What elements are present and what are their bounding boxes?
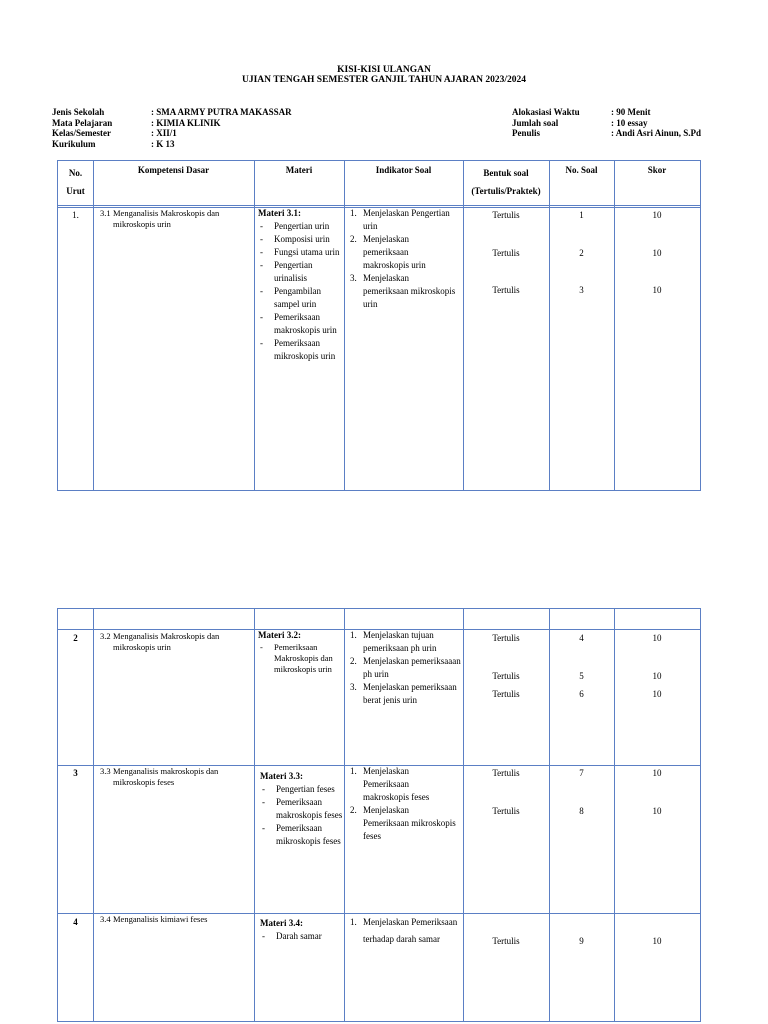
bentuk-cell: Tertulis xyxy=(492,633,520,643)
row-kd xyxy=(96,766,252,787)
row-kd xyxy=(96,914,252,925)
meta-label: Jenis Sekolah xyxy=(52,107,105,117)
col-header-kd: Kompetensi Dasar xyxy=(137,165,210,175)
col-header-materi: Materi xyxy=(285,165,313,175)
bentuk-cell: Tertulis xyxy=(492,768,520,778)
bentuk-cell: Tertulis xyxy=(492,936,520,946)
row-materi xyxy=(260,917,344,943)
materi-item: - Pemeriksaan Makroskopis dan mikroskopis urin xyxy=(258,642,344,675)
kd-number: 3.3 xyxy=(100,766,111,776)
nosoal-cell: 4 xyxy=(579,633,584,643)
bentuk-cell: Tertulis xyxy=(492,248,520,258)
col-header-skor: Skor xyxy=(647,165,667,175)
indikator-item: 2. Menjelaskan Pemeriksaan mikroskopis feses xyxy=(350,805,456,841)
skor-cell: 10 xyxy=(652,285,662,295)
kd-number: 3.1 xyxy=(100,208,111,218)
materi-item: - Pemeriksaan makroskopis feses xyxy=(260,796,344,822)
meta-label: Kelas/Semester xyxy=(52,128,111,138)
bentuk-cell: Tertulis xyxy=(492,689,520,699)
nosoal-cell: 9 xyxy=(579,936,584,946)
row-indikator xyxy=(346,765,456,843)
skor-cell: 10 xyxy=(652,671,662,681)
meta-value: : Andi Asri Ainun, S.Pd xyxy=(611,128,702,138)
materi-title: Materi 3.2: xyxy=(258,630,301,640)
nosoal-cell: 6 xyxy=(579,689,584,699)
materi-title: Materi 3.4: xyxy=(260,918,303,928)
meta-left xyxy=(52,107,292,149)
kisi-table-page2 xyxy=(57,608,701,1022)
nosoal-cell: 2 xyxy=(579,248,584,258)
indikator-item: 3. Menjelaskan pemeriksaan berat jenis urin xyxy=(350,682,457,705)
row-materi xyxy=(258,207,344,363)
indikator-item: 1. Menjelaskan Pemeriksaan terhadap darah samar xyxy=(350,917,458,944)
indikator-item: 3. Menjelaskan pemeriksaan mikroskopis urin xyxy=(350,273,456,309)
kd-text: Menganalisis Makroskopis dan mikroskopis urin xyxy=(113,208,220,229)
document-title: KISI-KISI ULANGAN xyxy=(337,65,431,75)
materi-title: Materi 3.3: xyxy=(260,771,303,781)
materi-item: - Pengertian urin xyxy=(258,220,344,233)
materi-item: - Darah samar xyxy=(260,930,344,943)
nosoal-cell: 3 xyxy=(579,285,584,295)
materi-item: - Pengambilan sampel urin xyxy=(258,285,344,311)
row-indikator xyxy=(346,914,462,948)
skor-cell: 10 xyxy=(652,768,662,778)
meta-value: : XII/1 xyxy=(151,128,177,138)
indikator-item: 1. Menjelaskan tujuan pemeriksaan ph urin xyxy=(350,630,437,653)
kd-number: 3.2 xyxy=(100,631,111,641)
col-header-indikator: Indikator Soal xyxy=(375,165,432,175)
kd-text: Menganalisis Makroskopis dan mikroskopis urin xyxy=(113,631,220,652)
materi-item: - Pengertian urinalisis xyxy=(258,259,344,285)
meta-value: : K 13 xyxy=(151,138,175,149)
nosoal-cell: 5 xyxy=(579,671,584,681)
row-indikator xyxy=(346,207,456,311)
meta-label: Alokasiasi Waktu xyxy=(512,107,580,117)
col-header-bentuk xyxy=(463,164,549,200)
bentuk-cell: Tertulis xyxy=(492,285,520,295)
skor-cell: 10 xyxy=(652,248,662,258)
materi-item: - Pengertian feses xyxy=(260,783,344,796)
row-indikator xyxy=(346,629,462,707)
bentuk-cell: Tertulis xyxy=(492,671,520,681)
row-no: 3 xyxy=(73,768,78,778)
skor-cell: 10 xyxy=(652,806,662,816)
col-header-bentuk-line1: Bentuk soal xyxy=(483,168,529,178)
meta-right xyxy=(512,107,701,139)
meta-value: : 90 Menit xyxy=(611,107,651,117)
materi-item: - Pemeriksaan mikroskopis feses xyxy=(260,822,344,848)
skor-cell: 10 xyxy=(652,633,662,643)
row-no: 1. xyxy=(72,210,79,220)
meta-label: Mata Pelajaran xyxy=(52,117,113,128)
row-kd xyxy=(96,208,252,229)
materi-item: - Fungsi utama urin xyxy=(258,246,344,259)
bentuk-cell: Tertulis xyxy=(492,210,520,220)
meta-value: : SMA ARMY PUTRA MAKASSAR xyxy=(151,107,292,117)
col-header-nosoal: No. Soal xyxy=(565,165,598,175)
kd-text: Menganalisis kimiawi feses xyxy=(113,914,208,924)
col-header-no xyxy=(58,164,93,200)
bentuk-cell: Tertulis xyxy=(492,806,520,816)
skor-cell: 10 xyxy=(652,936,662,946)
meta-value: : 10 essay xyxy=(611,117,648,128)
meta-label: Penulis xyxy=(512,128,541,138)
document-subtitle: UJIAN TENGAH SEMESTER GANJIL TAHUN AJARAN 2023/2024 xyxy=(242,75,526,85)
kd-number: 3.4 xyxy=(100,914,111,924)
row-no: 2 xyxy=(73,633,78,643)
row-materi xyxy=(260,770,344,848)
materi-item: - Pemeriksaan mikroskopis urin xyxy=(258,337,344,363)
nosoal-cell: 8 xyxy=(579,806,584,816)
meta-value: : KIMIA KLINIK xyxy=(151,117,221,128)
skor-cell: 10 xyxy=(652,210,662,220)
skor-cell: 10 xyxy=(652,689,662,699)
materi-item: - Komposisi urin xyxy=(258,233,344,246)
materi-title: Materi 3.1: xyxy=(258,208,301,218)
indikator-item: 1. Menjelaskan Pengertian urin xyxy=(350,208,450,231)
kd-text: Menganalisis makroskopis dan mikroskopis feses xyxy=(113,766,219,787)
row-no: 4 xyxy=(73,917,78,927)
row-materi xyxy=(258,629,344,675)
col-header-no-line1: No. xyxy=(68,168,83,178)
row-kd xyxy=(96,631,252,652)
indikator-item: 2. Menjelaskan pemeriksaaan ph urin xyxy=(350,656,461,679)
materi-item: - Pemeriksaan makroskopis urin xyxy=(258,311,344,337)
nosoal-cell: 7 xyxy=(579,768,584,778)
kisi-table-page1 xyxy=(57,160,701,491)
meta-label: Kurikulum xyxy=(52,138,96,149)
nosoal-cell: 1 xyxy=(579,210,584,220)
indikator-item: 2. Menjelaskan pemeriksaan makroskopis urin xyxy=(350,234,426,270)
col-header-bentuk-line2: (Tertulis/Praktek) xyxy=(471,186,541,196)
indikator-item: 1. Menjelaskan Pemeriksaan makroskopis feses xyxy=(350,766,430,802)
col-header-no-line2: Urut xyxy=(66,186,85,196)
meta-label: Jumlah soal xyxy=(512,117,559,128)
